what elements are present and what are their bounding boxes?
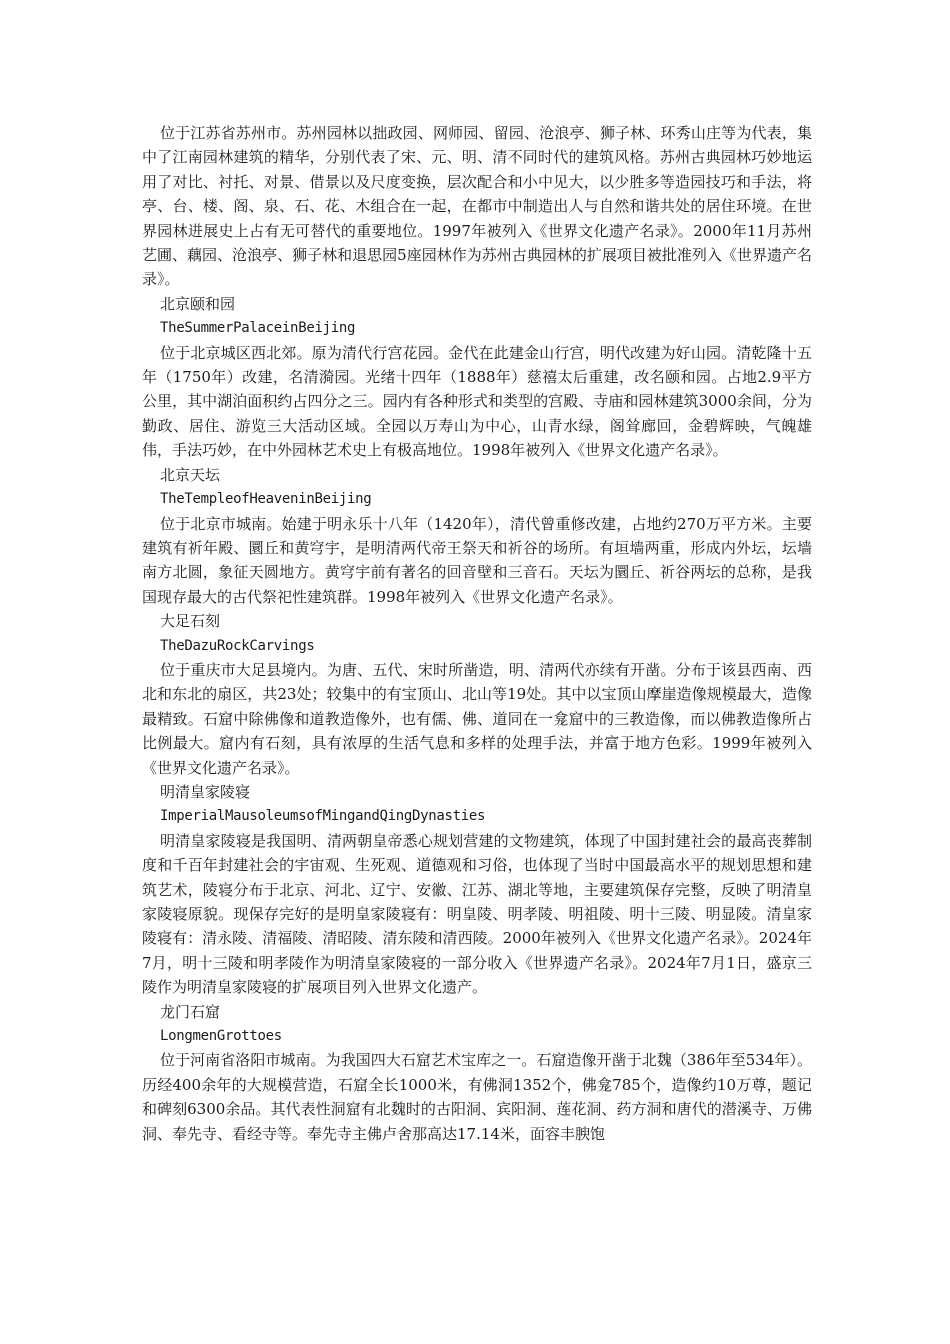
heading-temple-of-heaven-zh: 北京天坛 bbox=[160, 465, 221, 484]
heading-dazu-en: TheDazuRockCarvings bbox=[160, 637, 315, 654]
heading-summer-palace-zh: 北京颐和园 bbox=[160, 294, 236, 313]
paragraph-dazu: 位于重庆市大足县境内。为唐、五代、宋时所凿造，明、清两代亦续有开凿。分布于该县西南、西北和东北的扇区，共23处；较集中的有宝顶山、北山等19处。其中以宝顶山摩崖造像规模最大，造像最精致。石窟中除佛像和道教造像外，也有儒、佛、道同在一龛窟中的三教造像，而以佛教造像所占比例最大。窟内有石刻，具有浓厚的生活气息和多样的处理手法，并富于地方色彩。1999年被列入《世界文化遗产名录》。 bbox=[142, 660, 812, 777]
paragraph-suzhou-gardens: 位于江苏省苏州市。苏州园林以拙政园、网师园、留园、沧浪亭、狮子林、环秀山庄等为代表，集中了江南园林建筑的精华，分别代表了宋、元、明、清不同时代的建筑风格。苏州古典园林巧妙地运用了对比、衬托、对景、借景以及尺度变换，层次配合和小中见大，以少胜多等造园技巧和手法，将亭、台、楼、阁、泉、石、花、木组合在一起，在都市中制造出人与自然和谐共处的居住环境。在世界园林进展史上占有无可替代的重要地位。1997年被列入《世界文化遗产名录》。2000年11月苏州艺圃、藕园、沧浪亭、狮子林和退思园5座园林作为苏州古典园林的扩展项目被批准列入《世界遗产名录》。 bbox=[142, 124, 812, 289]
heading-longmen-en: LongmenGrottoes bbox=[160, 1028, 282, 1045]
paragraph-ming-qing-tombs: 明清皇家陵寝是我国明、清两朝皇帝悉心规划营建的文物建筑，体现了中国封建社会的最高丧葬制度和千百年封建社会的宇宙观、生死观、道德观和习俗，也体现了当时中国最高水平的规划思想和建筑艺术，陵寝分布于北京、河北、辽宁、安徽、江苏、湖北等地，主要建筑保存完整，反映了明清皇家陵寝原貌。现保存完好的是明皇家陵寝有：明皇陵、明孝陵、明祖陵、明十三陵、明显陵。清皇家陵寝有：清永陵、清福陵、清昭陵、清东陵和清西陵。2000年被列入《世界文化遗产名录》。2024年7月，明十三陵和明孝陵作为明清皇家陵寝的一部分收入《世界遗产名录》。2024年7月1日，盛京三陵作为明清皇家陵寝的扩展项目列入世界文化遗产。 bbox=[142, 831, 812, 997]
heading-temple-of-heaven-en: TheTempleofHeaveninBeijing bbox=[160, 491, 372, 508]
heading-longmen-zh: 龙门石窟 bbox=[160, 1002, 221, 1021]
heading-summer-palace-en: TheSummerPalaceinBeijing bbox=[160, 320, 356, 337]
heading-dazu-zh: 大足石刻 bbox=[160, 612, 221, 631]
heading-ming-qing-tombs-en: ImperialMausoleumsofMingandQingDynasties bbox=[160, 808, 486, 825]
paragraph-summer-palace: 位于北京城区西北郊。原为清代行宫花园。金代在此建金山行宫，明代改建为好山园。清乾隆十五年（1750年）改建，名清漪园。光绪十四年（1888年）慈禧太后重建，改名颐和园。占地2.9平方公里，其中湖泊面积约占四分之三。园内有各种形式和类型的宫殿、寺庙和园林建筑3000余间，分为勤政、居住、游览三大活动区域。全园以万寿山为中心，山青水绿，阁耸廊回，金碧辉映，气魄雄伟，手法巧妙，在中外园林艺术史上有极高地位。1998年被列入《世界文化遗产名录》。 bbox=[142, 343, 812, 460]
paragraph-temple-of-heaven: 位于北京市城南。始建于明永乐十八年（1420年），清代曾重修改建，占地约270万平方米。主要建筑有祈年殿、圜丘和黄穹宇，是明清两代帝王祭天和祈谷的场所。有垣墙两重，形成内外坛，坛墙南方北圆，象征天圆地方。黄穹宇前有著名的回音壁和三音石。天坛为圜丘、祈谷两坛的总称，是我国现存最大的古代祭祀性建筑群。1998年被列入《世界文化遗产名录》。 bbox=[142, 514, 812, 606]
paragraph-longmen: 位于河南省洛阳市城南。为我国四大石窟艺术宝库之一。石窟造像开凿于北魏（386年至534年）。历经400余年的大规模营造，石窟全长1000米，有佛洞1352个，佛龛785个，造像约10万尊，题记和碑刻6300余品。其代表性洞窟有北魏时的古阳洞、宾阳洞、莲花洞、药方洞和唐代的潜溪寺、万佛洞、奉先寺、看经寺等。奉先寺主佛卢舍那高达17.14米，面容丰腴饱 bbox=[142, 1051, 812, 1143]
document-page bbox=[142, 121, 812, 1146]
heading-ming-qing-tombs-zh: 明清皇家陵寝 bbox=[160, 782, 251, 801]
